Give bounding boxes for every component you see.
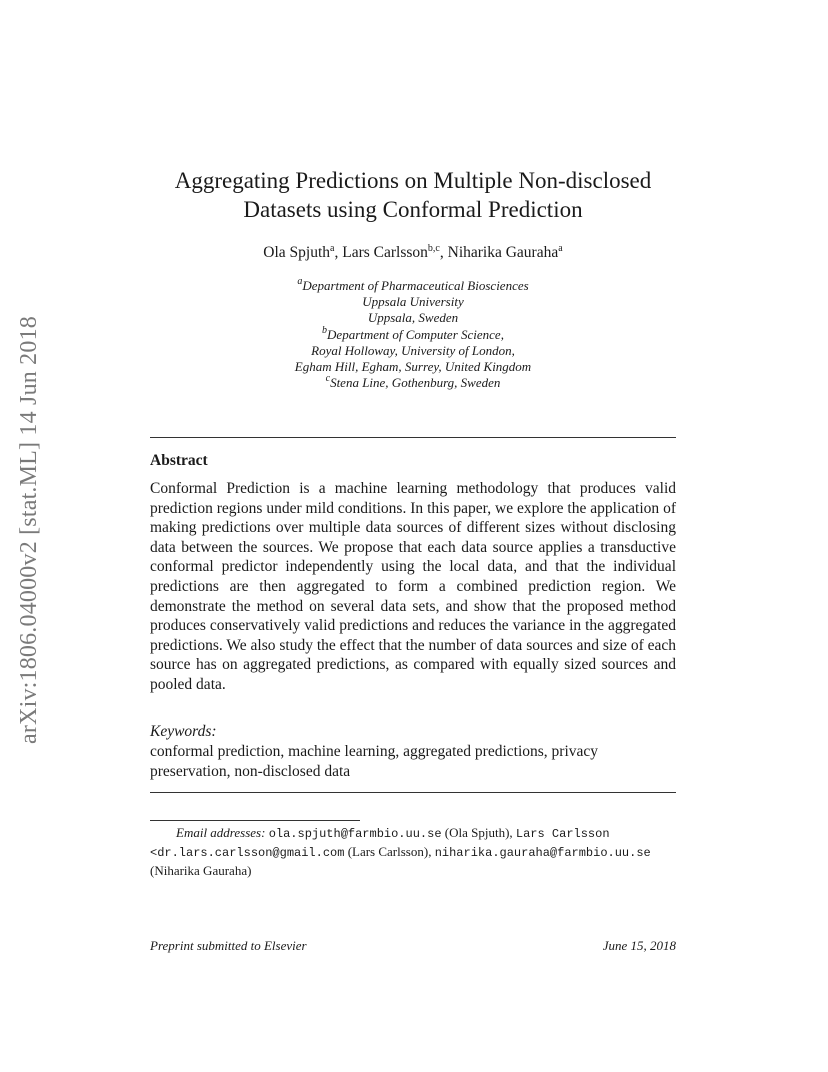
affiliation-line: $^a$Department of Pharmaceutical Biosciences xyxy=(297,276,529,293)
affiliation-line: Royal Holloway, University of London, xyxy=(311,342,515,358)
preprint-note: Preprint submitted to Elsevier xyxy=(150,938,307,953)
abstract-top-rule xyxy=(150,437,676,438)
author-name: Ola Spjuth xyxy=(263,244,331,261)
email-link[interactable]: <dr.lars.carlsson@gmail.com xyxy=(150,846,345,860)
footnote-label: Email addresses: xyxy=(176,825,266,840)
footnote-line: <dr.lars.carlsson@gmail.com (Lars Carlsson), niharika.gauraha@farmbio.uu.se xyxy=(150,844,651,860)
email-footnote xyxy=(150,824,676,879)
affiliations xyxy=(150,278,676,391)
author-affil-mark: a xyxy=(558,243,563,254)
title-line-2: Datasets using Conformal Prediction xyxy=(243,197,583,222)
footnote-line: Email addresses: ola.spjuth@farmbio.uu.se (Ola Spjuth), Lars Carlsson xyxy=(176,825,610,841)
abstract-text: Conformal Prediction is a machine learning methodology that produces valid prediction regions under mild conditions. In this paper, we explore the application of making predictions over multiple data sources of different sizes without disclosing data between the sources. We propose that each data source applies a transductive conformal predictor independently using the local data, and that the individual predictions are then aggregated to form a combined prediction region. We demonstrate the method on several data sets, and show that the proposed method produces conservatively valid predictions and reduces the variance in the aggregated predictions. We also study the effect that the number of data sources and size of each source has on aggregated predictions, as compared with equally sized sources and pooled data. xyxy=(150,480,676,693)
affiliation-line: Uppsala, Sweden xyxy=(367,310,459,326)
email-link[interactable]: Lars Carlsson xyxy=(515,827,610,841)
keywords-text: conformal prediction, machine learning, aggregated predictions, privacy preservation, non-disclosed data xyxy=(150,743,599,780)
paper-title xyxy=(150,166,676,224)
email-link[interactable]: niharika.gauraha@farmbio.uu.se xyxy=(434,846,651,860)
footnote-rule xyxy=(150,820,360,821)
affiliation-line: Uppsala University xyxy=(362,294,464,310)
arxiv-identifier: arXiv:1806.04000v2 [stat.ML] 14 Jun 2018 xyxy=(16,316,42,744)
author-list: Ola Spjuth$^a$, Lars Carlsson$^{b,c}$, Niharika Gauraha$^a$ xyxy=(263,243,563,261)
author-affil-mark: a xyxy=(330,243,335,254)
author-name: Niharika Gauraha xyxy=(447,244,559,261)
affiliation-line: $^c$Stena Line, Gothenburg, Sweden xyxy=(325,373,501,391)
affiliation-line: $^b$Department of Computer Science, xyxy=(322,324,504,342)
author-name: Lars Carlsson xyxy=(342,244,428,261)
author-affil-mark: b,c xyxy=(427,243,440,254)
affiliation-line: Egham Hill, Egham, Surrey, United Kingdom xyxy=(294,359,532,375)
keywords-heading: Keywords: xyxy=(150,723,217,740)
title-line-1: Aggregating Predictions on Multiple Non-disclosed xyxy=(174,168,652,193)
preprint-date: June 15, 2018 xyxy=(602,938,676,953)
abstract-bottom-rule xyxy=(150,792,676,793)
footnote-line: (Niharika Gauraha) xyxy=(150,863,252,878)
email-link[interactable]: ola.spjuth@farmbio.uu.se xyxy=(268,827,442,841)
abstract-heading: Abstract xyxy=(150,452,208,469)
